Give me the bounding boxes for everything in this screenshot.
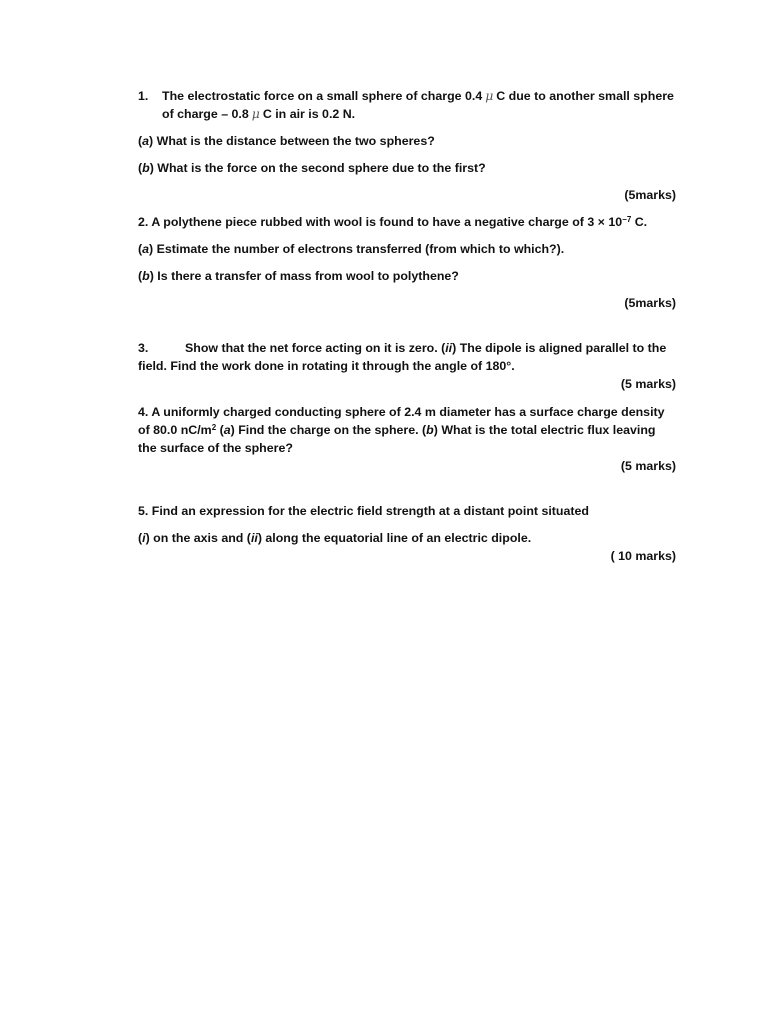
question-1a: (a) What is the distance between the two spheres? xyxy=(138,134,435,148)
question-sheet xyxy=(138,87,676,565)
question-4: 4. A uniformly charged conducting sphere of 2.4 m diameter has a surface charge density of 80.0 $nC/m^2$ (a) Find the charge on the sphere. (b) What is the total electric flux leaving the surface of the sphere? xyxy=(138,405,665,455)
question-2a: (a) Estimate the number of electrons transferred (from which to which?). xyxy=(138,242,565,256)
question-2-marks: (5marks) xyxy=(624,296,676,310)
question-1b: (b) What is the force on the second sphere due to the first? xyxy=(138,161,486,175)
question-1-number: 1. xyxy=(138,89,149,103)
question-2: 2. A polythene piece rubbed with wool is found to have a negative charge of $3 \times 10^{-7}$ C. xyxy=(138,215,648,229)
question-5-parts: (i) on the axis and (ii) along the equatorial line of an electric dipole. xyxy=(138,531,532,545)
mu-symbol: μ xyxy=(485,88,494,103)
question-1-text: The electrostatic force on a small sphere of charge 0.4 μ C due to another small sphere of charge – 0.8 μ C in air is 0.2 N. xyxy=(162,88,674,121)
question-5-marks: ( 10 marks) xyxy=(610,549,676,563)
question-3: 3. Show that the net force acting on it is zero. (ii) The dipole is aligned parallel to the field. Find the work done in rotating it through the angle of 180°. xyxy=(138,341,667,373)
question-2b: (b) Is there a transfer of mass from wool to polythene? xyxy=(138,269,459,283)
question-1 xyxy=(138,87,676,123)
question-1-marks: (5marks) xyxy=(624,188,676,202)
question-4-marks: (5 marks) xyxy=(620,459,676,473)
question-3-marks: (5 marks) xyxy=(620,377,676,391)
question-5: 5. Find an expression for the electric field strength at a distant point situated xyxy=(138,504,589,518)
mu-symbol: μ xyxy=(251,106,260,121)
